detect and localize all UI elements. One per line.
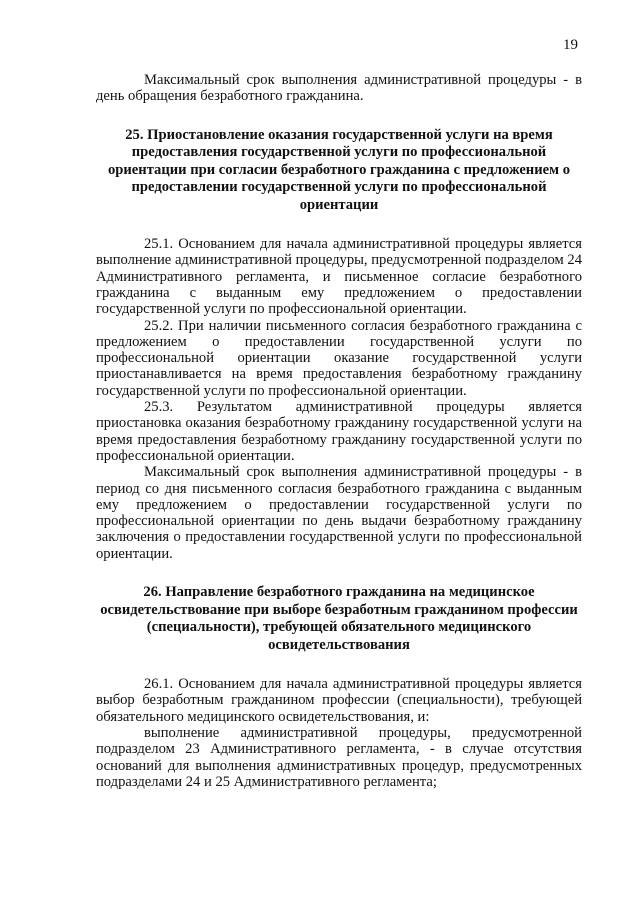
paragraph-25-2: 25.2. При наличии письменного согласия безработного гражданина с предложением о предоставлении государственной услуги по профессиональной ориентации оказание государственной услуги приостанавливается на время предоставления безработному гражданину государственной услуги по профессиональной ориентации. bbox=[96, 317, 582, 399]
paragraph-25-deadline: Максимальный срок выполнения административной процедуры - в период со дня письменного согласия безработного гражданина с выданным ему предложением о предоставлении государственной услуги по профессиональной ориентации по день выдачи безработному гражданину заключения о предоставлении государственной услуги по профессиональной ориентации. bbox=[96, 464, 582, 562]
page-number: 19 bbox=[563, 37, 578, 53]
section-26-heading: 26. Направление безработного гражданина на медицинское освидетельствование при выборе безработным гражданином профессии (специальности), требующей обязательного медицинского освидетельствования bbox=[100, 584, 578, 653]
section-25-heading: 25. Приостановление оказания государственной услуги на время предоставления государственной услуги по профессиональной ориентации при согласии безработного гражданина с предложением о предоставлении государственной услуги по профессиональной ориентации bbox=[107, 126, 570, 213]
paragraph-26-1: 26.1. Основанием для начала административной процедуры является выбор безработным гражданином профессии (специальности), требующей обязательного медицинского освидетельствования, и: bbox=[96, 676, 582, 725]
intro-paragraph: Максимальный срок выполнения административной процедуры - в день обращения безработного гражданина. bbox=[96, 72, 582, 105]
paragraph-26-1-item: выполнение административной процедуры, предусмотренной подразделом 23 Административного регламента, - в случае отсутствия оснований для выполнения административных процедур, предусмотренных подразделами 24 и 25 Административного регламента; bbox=[96, 724, 582, 790]
paragraph-25-1: 25.1. Основанием для начала административной процедуры является выполнение административной процедуры, предусмотренной подразделом 24 Административного регламента, и письменное согласие безработного гражданина с выданным ему предложением о предоставлении государственной услуги по профессиональной ориентации. bbox=[96, 236, 582, 318]
paragraph-25-3: 25.3. Результатом административной процедуры является приостановка оказания безработному гражданину государственной услуги на время предоставления безработному гражданину государственной услуги по профессиональной ориентации. bbox=[96, 399, 582, 464]
document-body bbox=[96, 72, 582, 790]
